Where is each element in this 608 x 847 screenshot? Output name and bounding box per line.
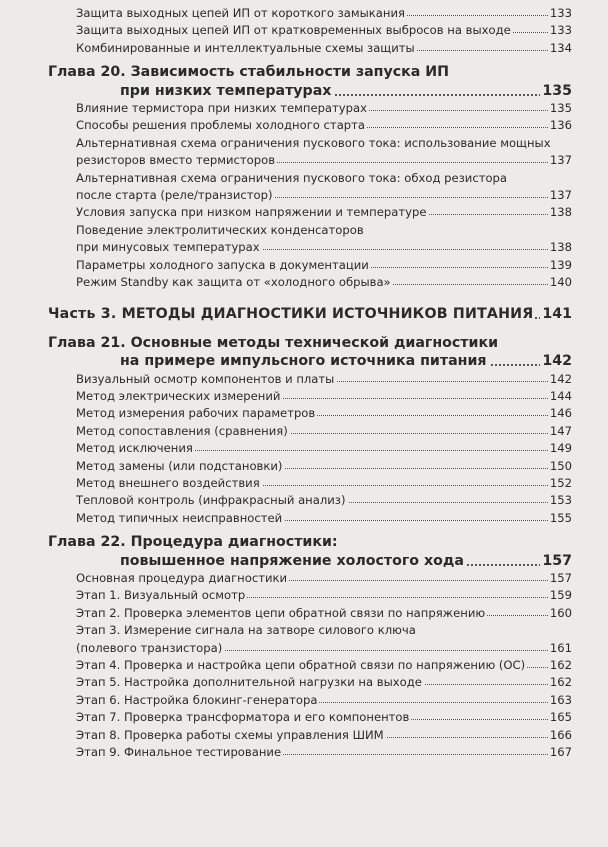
toc-entry: Этап 9. Финальное тестирование 167 xyxy=(76,745,572,759)
page-number: 155 xyxy=(549,510,572,525)
toc-entry: Поведение электролитических конденсаторов xyxy=(76,222,364,237)
page-number: 166 xyxy=(549,727,572,742)
toc-entry: Альтернативная схема ограничения пускового тока: использование мощных xyxy=(76,135,551,150)
toc-entry: Этап 8. Проверка работы схемы управления ШИМ 166 xyxy=(76,727,572,742)
toc-entry: Метод измерения рабочих параметров 146 xyxy=(76,406,572,421)
toc-entry: Этап 2. Проверка элементов цепи обратной связи по напряжению 160 xyxy=(76,605,572,620)
page-number: 135 xyxy=(549,101,572,115)
toc-entry: Визуальный осмотр компонентов и платы 142 xyxy=(76,371,572,386)
toc-entry: при минусовых температурах 138 xyxy=(76,240,572,255)
part-heading: Часть 3. МЕТОДЫ ДИАГНОСТИКИ ИСТОЧНИКОВ ПИТАНИЯ 141 xyxy=(48,306,572,323)
page-number: 136 xyxy=(549,118,572,133)
page-number: 137 xyxy=(549,188,572,202)
toc-entry: Режим Standby как защита от «холодного обрыва» 140 xyxy=(76,275,572,289)
toc-entry: Метод сопоставления (сравнения) 147 xyxy=(76,423,572,438)
toc-entry: (полевого транзистора) 161 xyxy=(76,640,572,655)
page-number: 138 xyxy=(549,205,572,220)
page-number: 153 xyxy=(549,493,572,508)
toc-entry: Метод исключения 149 xyxy=(76,441,572,456)
page-number: 163 xyxy=(549,692,572,707)
page-number: 135 xyxy=(542,82,572,99)
toc-entry: Метод внешнего воздействия 152 xyxy=(76,476,572,490)
page-number: 147 xyxy=(549,423,572,438)
chapter-heading: Глава 21. Основные методы технической диагностики xyxy=(48,334,499,351)
toc-entry: Параметры холодного запуска в документации 139 xyxy=(76,257,572,272)
page-number: 134 xyxy=(549,40,572,55)
toc-entry: Условия запуска при низком напряжении и температуре 138 xyxy=(76,205,572,220)
page-number: 139 xyxy=(549,257,572,272)
toc-entry: резисторов вместо термисторов 137 xyxy=(76,153,572,168)
page-number: 152 xyxy=(549,476,572,490)
page-number: 165 xyxy=(549,710,572,725)
page-number: 141 xyxy=(542,306,572,323)
page-number: 142 xyxy=(549,371,572,386)
toc-entry: Защита выходных цепей ИП от кратковременных выбросов на выходе 133 xyxy=(76,23,572,38)
toc-entry: Тепловой контроль (инфракрасный анализ) 153 xyxy=(76,493,572,508)
page-number: 157 xyxy=(542,552,572,569)
chapter-heading: Глава 20. Зависимость стабильности запуска ИП xyxy=(48,64,450,81)
page-number: 137 xyxy=(549,153,572,168)
chapter-heading-title: на примере импульсного источника питания 142 xyxy=(120,353,572,370)
toc-entry: Защита выходных цепей ИП от короткого замыкания 133 xyxy=(76,6,572,20)
page-number: 146 xyxy=(549,406,572,421)
page-number: 140 xyxy=(549,275,572,289)
page-number: 138 xyxy=(549,240,572,255)
toc-entry: Этап 5. Настройка дополнительной нагрузки на выходе 162 xyxy=(76,675,572,690)
page-number: 150 xyxy=(549,458,572,473)
toc-entry: Альтернативная схема ограничения пускового тока: обход резистора xyxy=(76,170,508,185)
toc-entry: Метод замены (или подстановки) 150 xyxy=(76,458,572,473)
page-number: 160 xyxy=(549,605,572,620)
toc-entry: Метод электрических измерений 144 xyxy=(76,389,572,403)
toc-entry: Способы решения проблемы холодного старта 136 xyxy=(76,118,572,133)
page-number: 167 xyxy=(549,745,572,759)
chapter-heading-title: повышенное напряжение холостого хода 157 xyxy=(120,552,572,569)
toc-entry: Влияние термистора при низких температурах 135 xyxy=(76,101,572,115)
chapter-heading: Глава 22. Процедура диагностики: xyxy=(48,534,338,551)
page-number: 133 xyxy=(549,6,572,20)
toc-entry: Этап 6. Настройка блокинг-генератора 163 xyxy=(76,692,572,707)
page-number: 161 xyxy=(549,640,572,655)
toc-entry: Этап 1. Визуальный осмотр 159 xyxy=(76,588,572,603)
page-number: 133 xyxy=(549,23,572,38)
toc-entry: Комбинированные и интеллектуальные схемы защиты 134 xyxy=(76,40,572,55)
page-number: 159 xyxy=(549,588,572,603)
toc-entry: Основная процедура диагностики 157 xyxy=(76,571,572,585)
toc-entry: Этап 3. Измерение сигнала на затворе силового ключа xyxy=(76,623,416,638)
page-number: 144 xyxy=(549,389,572,403)
toc-entry: Этап 4. Проверка и настройка цепи обратной связи по напряжению (ОС) 162 xyxy=(76,658,572,672)
page-number: 142 xyxy=(542,353,572,370)
toc-entry: после старта (реле/транзистор) 137 xyxy=(76,188,572,202)
toc-entry: Этап 7. Проверка трансформатора и его компонентов 165 xyxy=(76,710,572,725)
page-number: 162 xyxy=(549,675,572,690)
page-number: 157 xyxy=(549,571,572,585)
chapter-heading-title: при низких температурах 135 xyxy=(120,82,572,99)
page-number: 149 xyxy=(549,441,572,456)
page-number: 162 xyxy=(549,658,572,672)
toc-entry: Метод типичных неисправностей 155 xyxy=(76,510,572,525)
